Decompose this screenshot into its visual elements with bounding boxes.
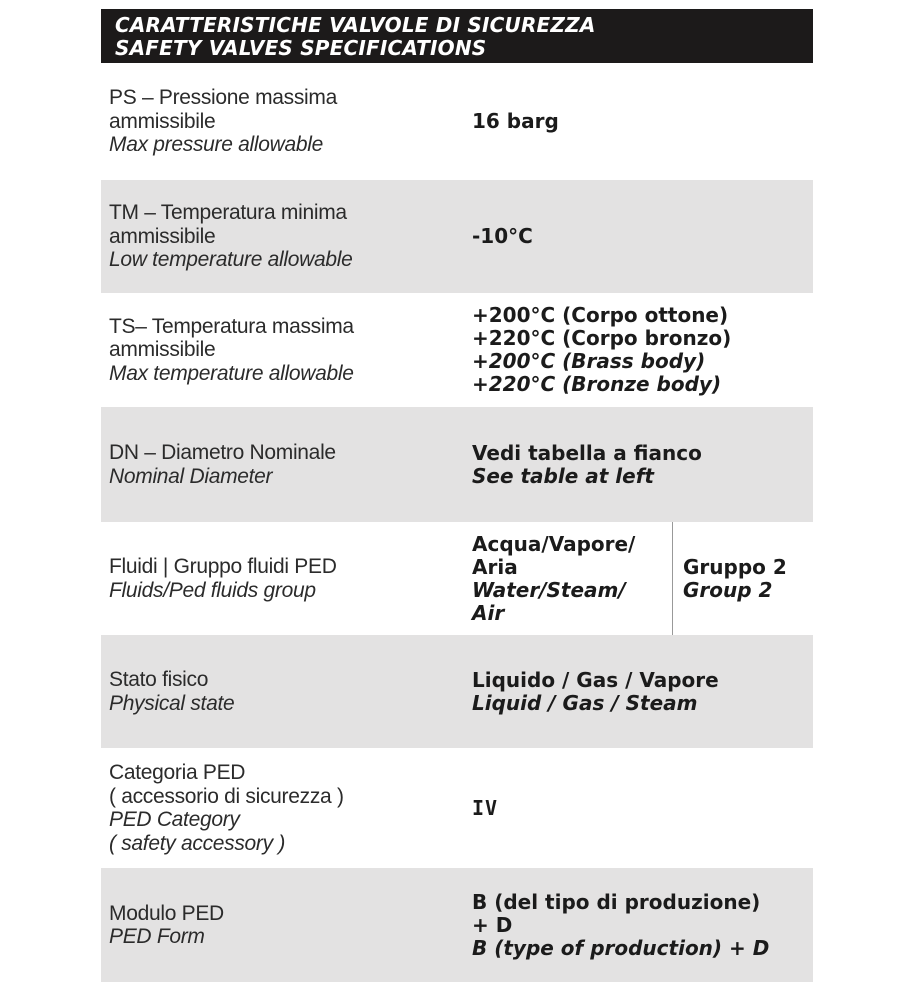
spec-value-area-stato bbox=[472, 635, 813, 748]
spec-value-line: Liquido / Gas / Vapore bbox=[472, 667, 719, 692]
spec-row-ps bbox=[101, 63, 813, 180]
spec-value-area-fluidi bbox=[472, 522, 813, 635]
spec-label-line: Fluids/Ped fluids group bbox=[109, 578, 316, 602]
spec-value-line: B (type of production) + D bbox=[472, 935, 770, 960]
spec-row-stato bbox=[101, 635, 813, 748]
spec-row-modulo bbox=[101, 868, 813, 982]
spec-value-area-ps bbox=[472, 63, 813, 180]
spec-value-line: Liquid / Gas / Steam bbox=[472, 690, 698, 715]
spec-label-line: Physical state bbox=[109, 691, 235, 715]
spec-label-line: Low temperature allowable bbox=[109, 248, 353, 272]
spec-label-line: PED Form bbox=[109, 925, 205, 948]
table-title-bar bbox=[101, 9, 813, 63]
table-title-english: SAFETY VALVES SPECIFICATIONS bbox=[115, 36, 487, 60]
spec-value-line: +200°C (Brass body) bbox=[472, 349, 706, 373]
spec-value-col bbox=[472, 669, 813, 715]
spec-label-ts bbox=[101, 315, 472, 386]
safety-valves-spec-table bbox=[101, 9, 813, 982]
spec-value-area-dn bbox=[472, 407, 813, 522]
spec-value-col bbox=[472, 533, 672, 625]
spec-label-tm bbox=[101, 201, 472, 272]
spec-value-line: Aria bbox=[472, 554, 518, 579]
spec-value-col bbox=[472, 225, 813, 248]
spec-label-line: PS – Pressione massima bbox=[109, 86, 337, 110]
spec-value-line: Vedi tabella a fianco bbox=[472, 440, 702, 465]
spec-label-line: Modulo PED bbox=[109, 901, 224, 925]
spec-label-line: ammissibile bbox=[109, 109, 216, 133]
spec-value-area-ts bbox=[472, 293, 813, 407]
spec-row-tm bbox=[101, 180, 813, 293]
spec-label-line: Fluidi | Gruppo fluidi PED bbox=[109, 555, 337, 578]
spec-label-ps bbox=[101, 86, 472, 157]
spec-label-line: Nominal Diameter bbox=[109, 464, 273, 488]
spec-value-line: Water/Steam/ bbox=[472, 577, 626, 602]
spec-label-line: DN – Diametro Nominale bbox=[109, 441, 336, 464]
spec-value-col bbox=[472, 110, 813, 133]
spec-label-fluidi bbox=[101, 555, 472, 602]
spec-label-line: Categoria PED bbox=[109, 761, 246, 784]
spec-label-line: ammissibile bbox=[109, 224, 216, 248]
spec-label-line: TS– Temperatura massima bbox=[109, 314, 354, 338]
spec-label-modulo bbox=[101, 902, 472, 949]
spec-value-line: See table at left bbox=[472, 463, 654, 488]
spec-value-col bbox=[472, 304, 813, 396]
spec-row-ts bbox=[101, 293, 813, 407]
spec-label-line: Max pressure allowable bbox=[109, 133, 324, 157]
spec-value-area-tm bbox=[472, 180, 813, 293]
spec-row-dn bbox=[101, 407, 813, 522]
spec-value-line: B (del tipo di produzione) bbox=[472, 889, 761, 914]
spec-label-line: ( accessorio di sicurezza ) bbox=[109, 784, 344, 808]
spec-value-line: +220°C (Corpo bronzo) bbox=[472, 326, 732, 350]
spec-value-col bbox=[472, 891, 813, 960]
spec-label-line: PED Category bbox=[109, 808, 240, 831]
spec-label-stato bbox=[101, 668, 472, 715]
spec-value-line: Air bbox=[472, 600, 505, 625]
spec-value-line: -10°C bbox=[472, 224, 533, 248]
spec-label-line: ( safety accessory ) bbox=[109, 831, 286, 855]
spec-value-line: Acqua/Vapore/ bbox=[472, 531, 636, 556]
spec-value-line: 16 barg bbox=[472, 109, 559, 133]
spec-label-line: TM – Temperatura minima bbox=[109, 201, 347, 225]
spec-value-line: +200°C (Corpo ottone) bbox=[472, 303, 729, 327]
spec-label-line: Max temperature allowable bbox=[109, 361, 354, 385]
spec-value-area-categoria bbox=[472, 748, 813, 868]
spec-value-col bbox=[673, 556, 813, 602]
spec-value-line: Group 2 bbox=[683, 577, 773, 602]
spec-label-dn bbox=[101, 441, 472, 488]
spec-value-line: + D bbox=[472, 912, 513, 937]
spec-row-fluidi bbox=[101, 522, 813, 635]
spec-value-line: +220°C (Bronze body) bbox=[472, 372, 722, 396]
spec-label-categoria bbox=[101, 761, 472, 855]
table-title-italian: CARATTERISTICHE VALVOLE DI SICUREZZA bbox=[115, 13, 596, 37]
spec-value-col bbox=[472, 442, 813, 488]
spec-value-area-modulo bbox=[472, 868, 813, 982]
spec-label-line: Stato fisico bbox=[109, 668, 209, 691]
spec-rows bbox=[101, 63, 813, 982]
spec-value-line: Gruppo 2 bbox=[683, 554, 787, 579]
spec-value-line: IV bbox=[472, 795, 499, 820]
spec-row-categoria bbox=[101, 748, 813, 868]
spec-value-col bbox=[472, 797, 813, 820]
spec-label-line: ammissibile bbox=[109, 338, 216, 362]
